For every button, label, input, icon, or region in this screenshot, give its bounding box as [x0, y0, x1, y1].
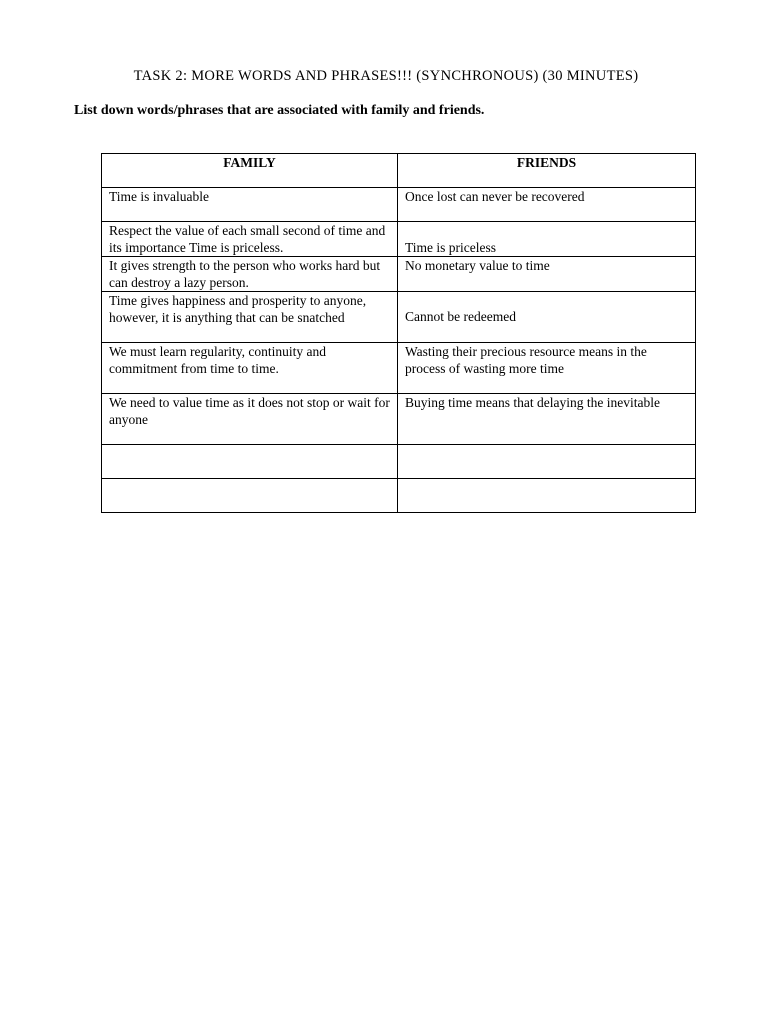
family-cell: Time gives happiness and prosperity to anyone, however, it is anything that can be snatched: [102, 292, 398, 343]
header-family: FAMILY: [102, 154, 398, 188]
table-row: [102, 394, 696, 445]
table-row: [102, 479, 696, 513]
table-row: [102, 188, 696, 222]
table-row: [102, 445, 696, 479]
friends-cell: Wasting their precious resource means in the process of wasting more time: [398, 343, 696, 394]
family-cell: [102, 479, 398, 513]
family-cell: Respect the value of each small second of time and its importance Time is priceless.: [102, 222, 398, 257]
word-table: [101, 153, 696, 513]
friends-cell: Buying time means that delaying the inevitable: [398, 394, 696, 445]
table-row: [102, 292, 696, 343]
family-cell: Time is invaluable: [102, 188, 398, 222]
friends-cell: Cannot be redeemed: [398, 292, 696, 343]
friends-cell: Time is priceless: [398, 222, 696, 257]
table-row: [102, 257, 696, 292]
table-row: [102, 343, 696, 394]
family-cell: It gives strength to the person who works hard but can destroy a lazy person.: [102, 257, 398, 292]
friends-cell: [398, 479, 696, 513]
table-row: [102, 222, 696, 257]
task-title: TASK 2: MORE WORDS AND PHRASES!!! (SYNCHRONOUS) (30 MINUTES): [133, 68, 639, 84]
family-cell: We need to value time as it does not stop or wait for anyone: [102, 394, 398, 445]
friends-cell: No monetary value to time: [398, 257, 696, 292]
task-instruction: List down words/phrases that are associated with family and friends.: [74, 103, 485, 118]
table-header-row: [102, 154, 696, 188]
family-cell: We must learn regularity, continuity and commitment from time to time.: [102, 343, 398, 394]
family-cell: [102, 445, 398, 479]
friends-cell: [398, 445, 696, 479]
header-friends: FRIENDS: [398, 154, 696, 188]
friends-cell: Once lost can never be recovered: [398, 188, 696, 222]
